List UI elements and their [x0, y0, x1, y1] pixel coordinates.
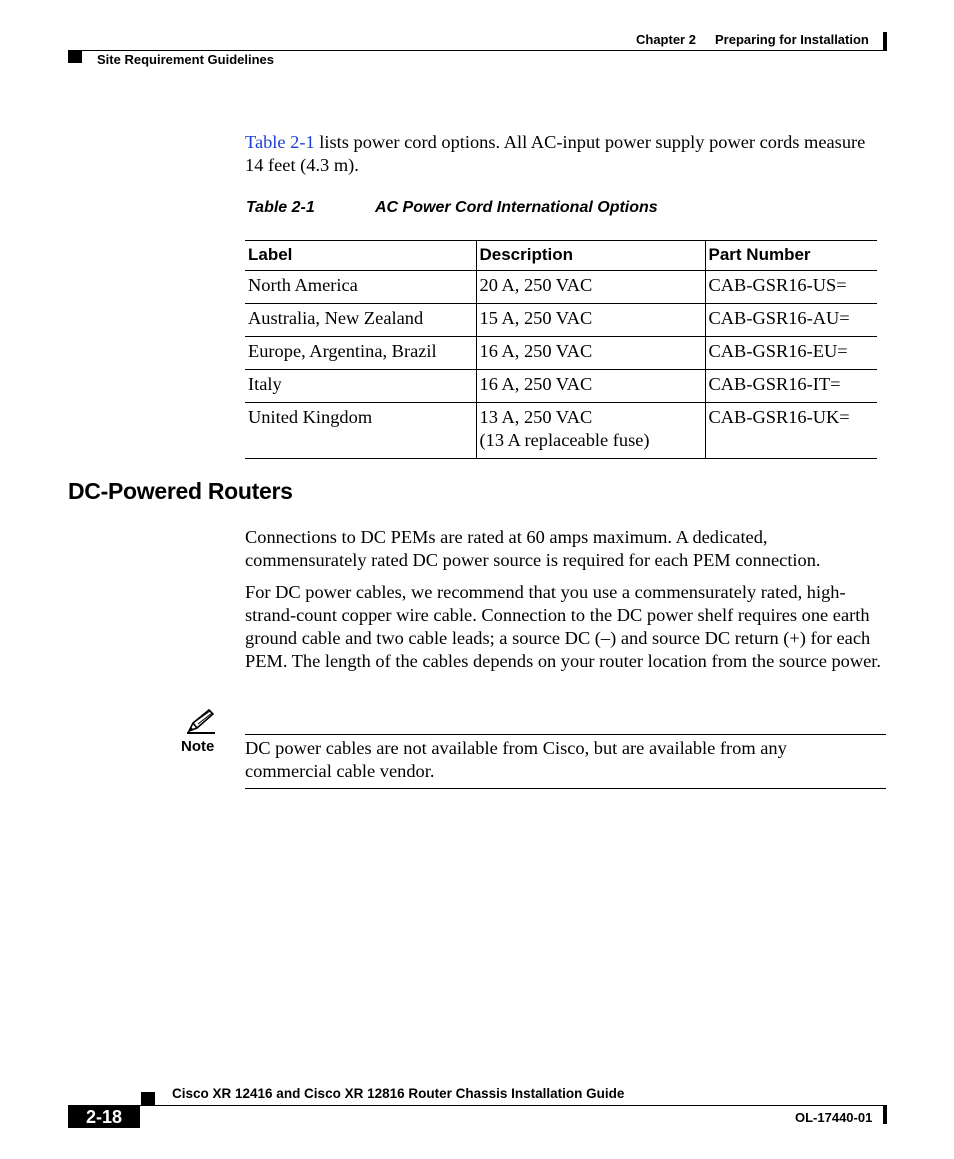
intro-paragraph [245, 131, 885, 177]
table-row [245, 271, 877, 304]
table-link[interactable]: Table 2-1 [245, 132, 315, 152]
column-header-description: Description [476, 241, 705, 271]
cell-description: 20 A, 250 VAC [476, 271, 705, 304]
pencil-icon [186, 707, 216, 735]
footer-marker [141, 1092, 155, 1105]
cell-label: Italy [245, 370, 476, 403]
header-section: Site Requirement Guidelines [97, 52, 274, 67]
footer-doc-id: OL-17440-01 [795, 1110, 873, 1125]
footer-end-bar [883, 1106, 887, 1124]
cell-part-number: CAB-GSR16-EU= [705, 337, 877, 370]
section-paragraph-1: Connections to DC PEMs are rated at 60 amps maximum. A dedicated, commensurately rated DC power source is required for each PEM connection. [245, 527, 821, 570]
column-header-label: Label [245, 241, 476, 271]
cell-part-number: CAB-GSR16-AU= [705, 304, 877, 337]
header-rule [68, 50, 887, 51]
table-row [245, 304, 877, 337]
cell-label: Europe, Argentina, Brazil [245, 337, 476, 370]
section-paragraph-2: For DC power cables, we recommend that you use a commensurately rated, high-strand-count copper wire cable. Connection to the DC power shelf requires one earth ground cable and two cable leads; a source DC (–) and source DC return (+) for each PEM. The length of the cables depends on your router location from the source power. [245, 582, 882, 671]
header-chapter-title: Preparing for Installation [715, 32, 869, 47]
header-marker [68, 51, 82, 63]
cell-label: Australia, New Zealand [245, 304, 476, 337]
cell-description: 15 A, 250 VAC [476, 304, 705, 337]
footer-rule [68, 1105, 887, 1106]
note-label: Note [181, 738, 215, 755]
note-text: DC power cables are not available from Cisco, but are available from any commercial cable vendor. [245, 738, 787, 781]
table-header-row [245, 241, 877, 271]
table-caption-number: Table 2-1 [246, 199, 315, 216]
section-heading: DC-Powered Routers [68, 478, 293, 504]
cell-part-number: CAB-GSR16-UK= [705, 403, 877, 459]
cell-label: United Kingdom [245, 403, 476, 459]
cell-description: 13 A, 250 VAC (13 A replaceable fuse) [476, 403, 705, 459]
note-bottom-rule [245, 788, 886, 789]
cell-description: 16 A, 250 VAC [476, 337, 705, 370]
page-number: 2-18 [68, 1106, 140, 1128]
cell-part-number: CAB-GSR16-IT= [705, 370, 877, 403]
cell-description: 16 A, 250 VAC [476, 370, 705, 403]
footer-guide-title: Cisco XR 12416 and Cisco XR 12816 Router Chassis Installation Guide [172, 1086, 625, 1101]
header-chapter: Chapter 2 [636, 32, 696, 47]
note-top-rule [245, 734, 886, 735]
cell-part-number: CAB-GSR16-US= [705, 271, 877, 304]
table-caption-title: AC Power Cord International Options [375, 199, 658, 216]
table-row [245, 337, 877, 370]
table-row [245, 403, 877, 459]
intro-text: lists power cord options. All AC-input power supply power cords measure 14 feet (4.3 m). [245, 132, 866, 175]
header-end-bar [883, 32, 887, 50]
cell-label: North America [245, 271, 476, 304]
power-cord-table [245, 240, 877, 459]
table-row [245, 370, 877, 403]
column-header-part-number: Part Number [705, 241, 877, 271]
